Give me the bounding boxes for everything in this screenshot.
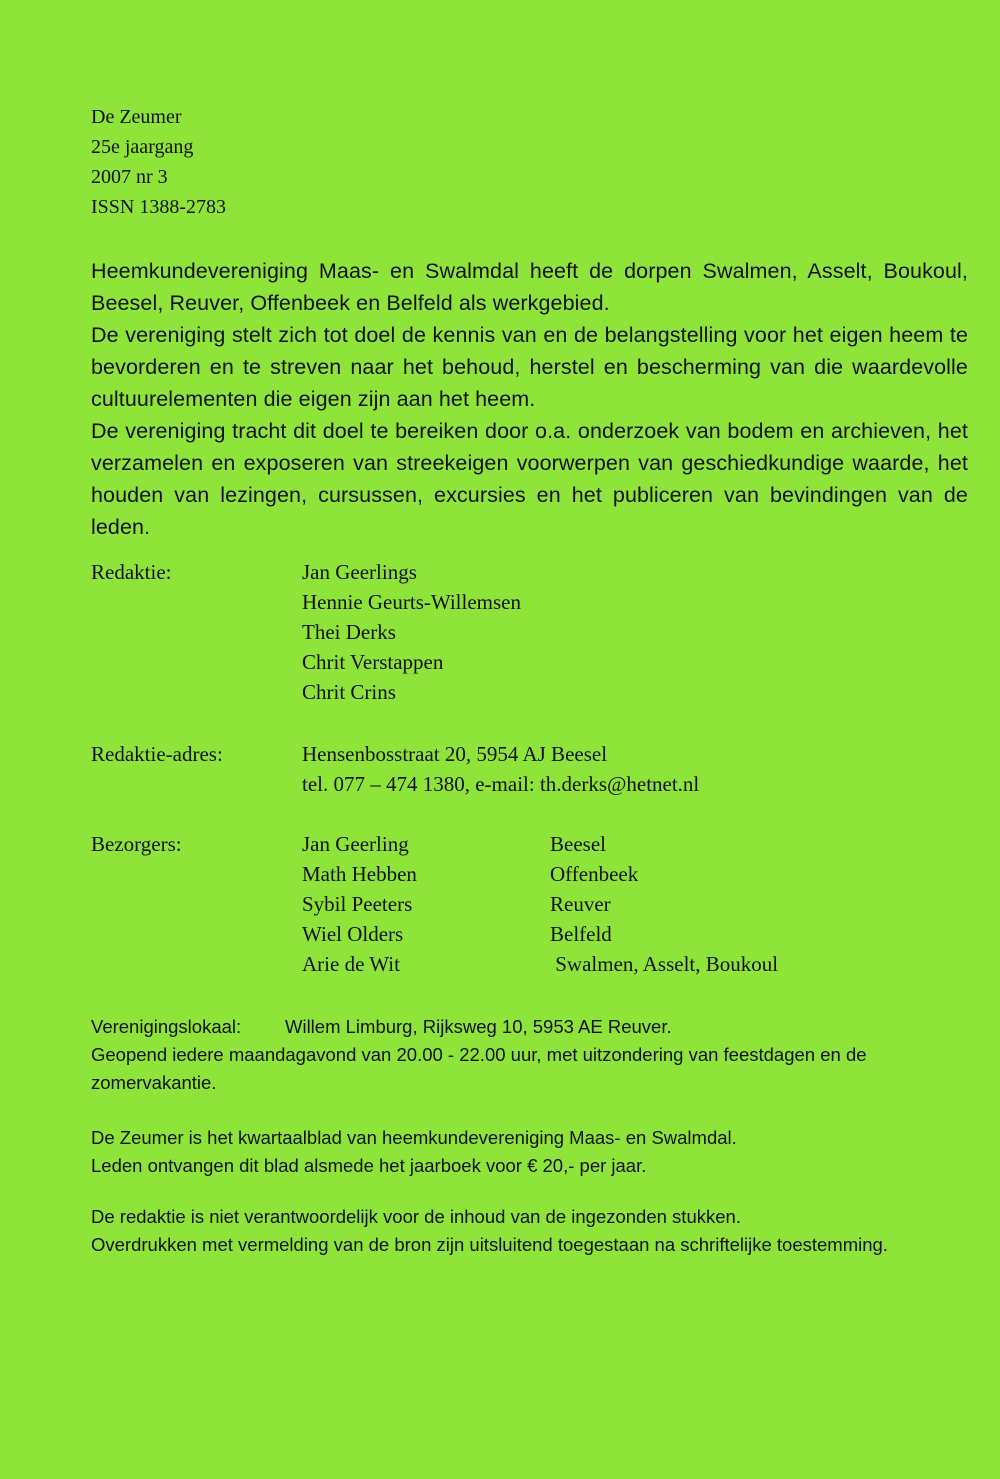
bezorger-name: Wiel Olders xyxy=(302,922,404,946)
bezorger-area: Beesel xyxy=(550,832,606,856)
bezorger-name: Jan Geerling xyxy=(302,832,409,856)
bezorger-name: Arie de Wit xyxy=(302,952,400,976)
redaktie-adres-details xyxy=(302,739,699,799)
bezorger-area: Swalmen, Asselt, Boukoul xyxy=(550,952,779,976)
disclaimer-section xyxy=(91,1203,971,1259)
redaktie-adres-label: Redaktie-adres: xyxy=(91,742,223,766)
address-line: Hensenbosstraat 20, 5954 AJ Beesel xyxy=(302,742,608,766)
bezorger-name: Sybil Peeters xyxy=(302,892,413,916)
publication-title: De Zeumer xyxy=(91,106,182,128)
intro-paragraph: Heemkundevereniging Maas- en Swalmdal heeft de dorpen Swalmen, Asselt, Boukoul, Beesel, Reuver, Offenbeek en Belfeld als werkgebied. xyxy=(91,259,968,315)
bezorger-name: Math Hebben xyxy=(302,862,417,886)
masthead xyxy=(91,102,226,222)
intro-paragraph: De vereniging stelt zich tot doel de kennis van en de belangstelling voor het eigen heem te bevorderen en te streven naar het behoud, herstel en bescherming van die waardevolle cultuurelementen die eigen zijn aan het heem. xyxy=(91,323,968,411)
contact-line: tel. 077 – 474 1380, e-mail: th.derks@hetnet.nl xyxy=(302,772,700,796)
lokaal-value: Willem Limburg, Rijksweg 10, 5953 AE Reuver. xyxy=(285,1016,672,1037)
bezorgers-label: Bezorgers: xyxy=(91,832,182,856)
redaktie-members xyxy=(302,557,521,707)
lokaal-label: Verenigingslokaal: xyxy=(91,1016,242,1037)
zeumer-info-section xyxy=(91,1124,971,1180)
zeumer-info-line: De Zeumer is het kwartaalblad van heemkundevereniging Maas- en Swalmdal. xyxy=(91,1127,737,1148)
redaktie-member: Hennie Geurts-Willemsen xyxy=(302,590,522,614)
bezorgers-section xyxy=(91,829,891,979)
disclaimer-line: Overdrukken met vermelding van de bron zijn uitsluitend toegestaan na schriftelijke toestemming. xyxy=(91,1234,888,1255)
redaktie-member: Chrit Verstappen xyxy=(302,650,444,674)
redaktie-adres-section xyxy=(91,739,891,799)
bezorgers-areas xyxy=(550,829,778,979)
lokaal-section xyxy=(91,1013,971,1097)
disclaimer-line: De redaktie is niet verantwoordelijk voor de inhoud van de ingezonden stukken. xyxy=(91,1206,741,1227)
intro-paragraph: De vereniging tracht dit doel te bereiken door o.a. onderzoek van bodem en archieven, het verzamelen en exposeren van streekeigen voorwerpen van geschiedkundige waarde, het houden van lezingen, cursussen, excursies en het publiceren van bevindingen van de leden. xyxy=(91,419,968,539)
lokaal-hours: Geopend iedere maandagavond van 20.00 - 22.00 uur, met uitzondering van feestdagen en de zomervakantie. xyxy=(91,1044,867,1093)
redaktie-member: Chrit Crins xyxy=(302,680,396,704)
issn-label: ISSN 1388-2783 xyxy=(91,196,227,218)
issue-label: 2007 nr 3 xyxy=(91,166,168,188)
zeumer-info-line: Leden ontvangen dit blad alsmede het jaarboek voor € 20,- per jaar. xyxy=(91,1155,647,1176)
bezorger-area: Offenbeek xyxy=(550,862,639,886)
bezorgers-names xyxy=(302,829,417,979)
bezorger-area: Reuver xyxy=(550,892,611,916)
redaktie-member: Thei Derks xyxy=(302,620,396,644)
redaktie-label: Redaktie: xyxy=(91,560,172,584)
bezorger-area: Belfeld xyxy=(550,922,612,946)
lokaal-line xyxy=(91,1013,971,1041)
redaktie-member: Jan Geerlings xyxy=(302,560,417,584)
volume-label: 25e jaargang xyxy=(91,136,194,158)
redaktie-section xyxy=(91,557,791,707)
intro-text xyxy=(91,255,968,543)
